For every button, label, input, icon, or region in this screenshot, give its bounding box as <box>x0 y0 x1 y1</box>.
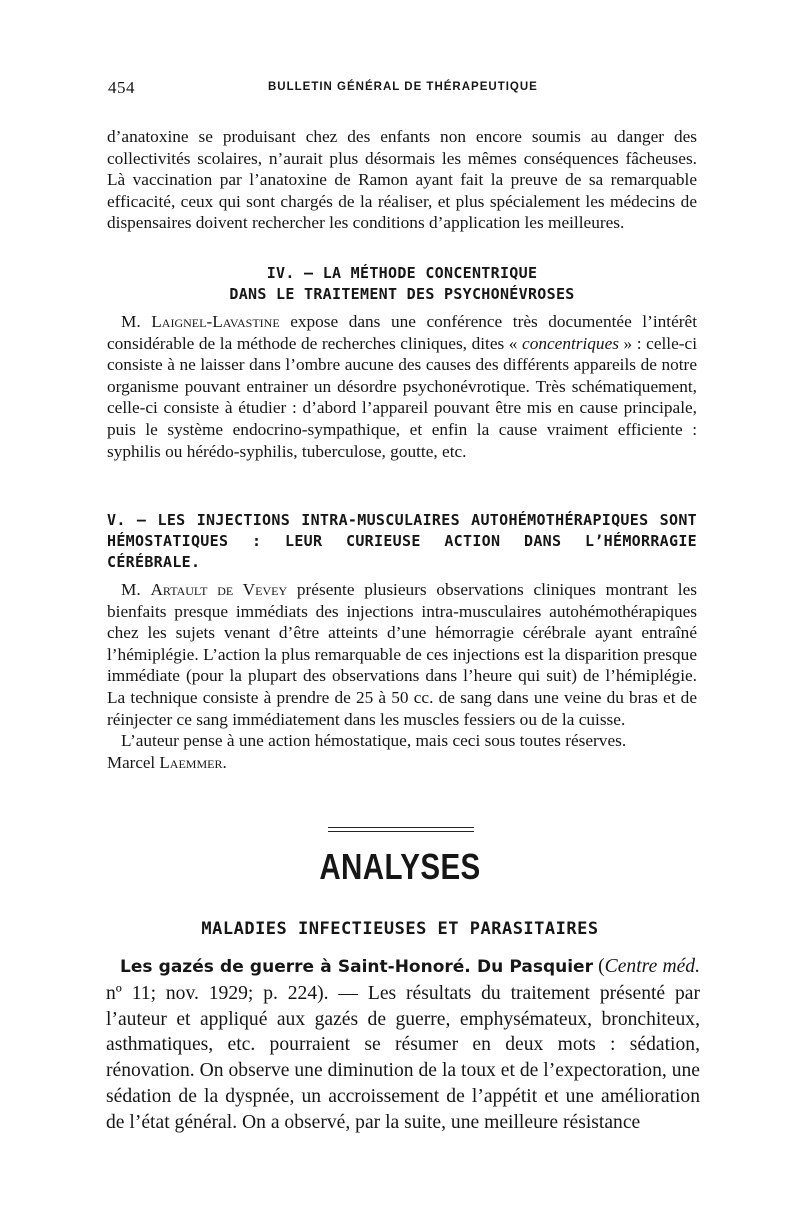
section-iv-paragraph <box>107 311 697 462</box>
page-number: 454 <box>108 78 135 97</box>
section-v-paragraph-2: L’auteur pense à une action hémostatique, mais ceci sous toutes réserves. <box>121 731 627 751</box>
divider-rule-bottom <box>328 831 474 832</box>
section-iv-text-b: » : celle-ci consiste à ne laisser dans l’ombre aucune des causes des différents appareils de notre organisme pouvant entrainer un désordre psychonévrotique. Très schématiquement, celle-ci consiste à étudier : d’abord l’appareil pouvant être mis en cause principale, puis le système endocrino-sympathique, et enfin la cause vraiment efficiente : syphilis ou hérédo-syphilis, tuberculose, goutte, etc. <box>107 333 697 461</box>
divider-rule-top <box>328 827 474 828</box>
section-iv <box>107 263 697 462</box>
section-iv-title-line2: DANS LE TRAITEMENT DES PSYCHONÉVROSES <box>229 285 575 303</box>
section-v-paragraph <box>107 579 697 730</box>
analysis-citation: nº 11; nov. 1929; p. 224). — Les résultats du traitement présenté par l’auteur et appliqué aux gazés de guerre, emphysémateux, bronchiteux, asthmatiques, etc. pourraient se résumer en deux mots : sédation, rénovation. On observe une diminution de la toux et de l’expectoration, une sédation de la dyspnée, un accroissement de l’appétit et une amélioration de l’état général. On a observé, par la suite, une meilleure résistance <box>106 982 700 1133</box>
signature <box>107 752 697 774</box>
running-title: BULLETIN GÉNÉRAL DE THÉRAPEUTIQUE <box>268 81 538 93</box>
page-header <box>108 78 696 102</box>
continuation-block <box>107 126 697 234</box>
analysis-title: Les gazés de guerre à Saint-Honoré. Du Pasquier <box>120 957 593 977</box>
section-iv-italic: concentriques <box>522 333 619 353</box>
analyses-category: MALADIES INFECTIEUSES ET PARASITAIRES <box>201 919 599 939</box>
analysis-paragraph <box>106 954 700 1136</box>
analysis-open-paren: ( <box>592 956 605 977</box>
signature-last: Laemmer. <box>159 752 227 772</box>
continuation-paragraph: d’anatoxine se produisant chez des enfants non encore soumis au danger des collectivités scolaires, n’aurait plus désormais les mêmes conséquences fâcheuses. Là vaccination par l’anatoxine de Ramon ayant fait la preuve de sa remarquable efficacité, ceux qui sont chargés de la réaliser, et plus spécialement les médecins de dispensaires doivent rechercher les conditions d’application les meilleures. <box>107 127 697 233</box>
author-name: Artault de Vevey <box>150 580 288 599</box>
analysis-item <box>106 954 700 1136</box>
author-prefix: M. <box>121 580 141 599</box>
section-iv-text-a: expose dans une conférence très documentée l’intérêt considérable de la méthode de recherches cliniques, dites « <box>107 312 697 353</box>
section-v-text: présente plusieurs observations cliniques montrant les bienfaits presque immédiats des injections intra-musculaires autohémothérapiques chez les sujets venant d’être atteints d’une hémorragie cérébrale ayant entraîné l’hémiplégie. L’action la plus remarquable de ces injections est la disparition presque immédiate (pour la plupart des observations dans l’heure qui suit) de l’hémiplégie. La technique consiste à prendre de 25 à 50 cc. de sang dans une veine du bras et de réinjecter ce sang immédiatement dans les muscles fessiers ou de la cuisse. <box>107 580 697 729</box>
author-prefix: M. <box>121 312 141 331</box>
analyses-title: ANALYSES <box>319 846 481 887</box>
section-v-title: V. — LES INJECTIONS INTRA-MUSCULAIRES AUTOHÉMOTHÉRAPIQUES SONT HÉMOSTATIQUES : LEUR CURIEUSE ACTION DANS L’HÉMORRAGIE CÉRÉBRALE. <box>107 511 697 571</box>
author-name: Laignel-Lavastine <box>151 312 280 331</box>
section-iv-title-line1: IV. — LA MÉTHODE CONCENTRIQUE <box>266 264 538 282</box>
signature-first: Marcel <box>107 752 156 772</box>
section-v <box>107 510 697 773</box>
analysis-source: Centre méd. <box>604 956 700 977</box>
